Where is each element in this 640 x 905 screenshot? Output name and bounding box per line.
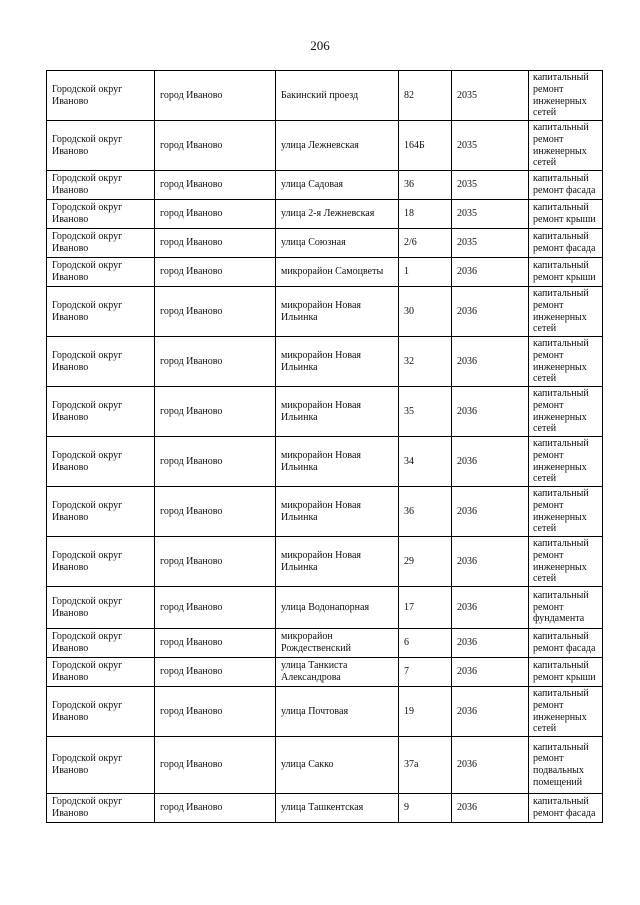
cell-house: 29 xyxy=(399,537,452,587)
cell-street: улица Союзная xyxy=(276,229,399,258)
table-row xyxy=(47,229,603,258)
cell-locality: город Иваново xyxy=(155,171,276,200)
cell-work-type: капитальный ремонт инженерных сетей xyxy=(529,387,603,437)
cell-street: улица 2-я Лежневская xyxy=(276,200,399,229)
table-row xyxy=(47,687,603,737)
cell-street: улица Почтовая xyxy=(276,687,399,737)
cell-work-type: капитальный ремонт фундамента xyxy=(529,587,603,629)
table-row xyxy=(47,537,603,587)
cell-work-type: капитальный ремонт инженерных сетей xyxy=(529,71,603,121)
cell-year: 2036 xyxy=(452,687,529,737)
table-row xyxy=(47,200,603,229)
cell-house: 36 xyxy=(399,171,452,200)
cell-locality: город Иваново xyxy=(155,200,276,229)
table-row xyxy=(47,794,603,823)
cell-locality: город Иваново xyxy=(155,287,276,337)
cell-work-type: капитальный ремонт подвальных помещений xyxy=(529,737,603,794)
cell-street: микрорайон Новая Ильинка xyxy=(276,387,399,437)
cell-street: улица Ташкентская xyxy=(276,794,399,823)
cell-house: 30 xyxy=(399,287,452,337)
cell-year: 2036 xyxy=(452,258,529,287)
cell-house: 6 xyxy=(399,629,452,658)
cell-street: Бакинский проезд xyxy=(276,71,399,121)
cell-house: 32 xyxy=(399,337,452,387)
cell-house: 37а xyxy=(399,737,452,794)
table-row xyxy=(47,387,603,437)
table-row xyxy=(47,587,603,629)
cell-house: 35 xyxy=(399,387,452,437)
cell-house: 164Б xyxy=(399,121,452,171)
cell-district: Городской округ Иваново xyxy=(47,687,155,737)
cell-work-type: капитальный ремонт инженерных сетей xyxy=(529,337,603,387)
cell-house: 19 xyxy=(399,687,452,737)
cell-house: 18 xyxy=(399,200,452,229)
cell-work-type: капитальный ремонт фасада xyxy=(529,229,603,258)
cell-locality: город Иваново xyxy=(155,121,276,171)
cell-district: Городской округ Иваново xyxy=(47,171,155,200)
cell-district: Городской округ Иваново xyxy=(47,200,155,229)
cell-year: 2036 xyxy=(452,537,529,587)
cell-district: Городской округ Иваново xyxy=(47,387,155,437)
cell-district: Городской округ Иваново xyxy=(47,629,155,658)
cell-year: 2036 xyxy=(452,794,529,823)
table-row xyxy=(47,258,603,287)
cell-street: улица Водонапорная xyxy=(276,587,399,629)
cell-district: Городской округ Иваново xyxy=(47,121,155,171)
cell-house: 36 xyxy=(399,487,452,537)
cell-locality: город Иваново xyxy=(155,337,276,387)
cell-district: Городской округ Иваново xyxy=(47,437,155,487)
table-row xyxy=(47,629,603,658)
cell-district: Городской округ Иваново xyxy=(47,794,155,823)
cell-district: Городской округ Иваново xyxy=(47,337,155,387)
cell-work-type: капитальный ремонт фасада xyxy=(529,794,603,823)
table-row xyxy=(47,171,603,200)
cell-work-type: капитальный ремонт инженерных сетей xyxy=(529,687,603,737)
cell-house: 7 xyxy=(399,658,452,687)
table-row xyxy=(47,658,603,687)
cell-year: 2036 xyxy=(452,629,529,658)
table-row xyxy=(47,337,603,387)
cell-year: 2036 xyxy=(452,587,529,629)
cell-work-type: капитальный ремонт инженерных сетей xyxy=(529,287,603,337)
cell-locality: город Иваново xyxy=(155,587,276,629)
cell-locality: город Иваново xyxy=(155,794,276,823)
cell-locality: город Иваново xyxy=(155,387,276,437)
cell-house: 34 xyxy=(399,437,452,487)
cell-street: микрорайон Рождественский xyxy=(276,629,399,658)
cell-year: 2035 xyxy=(452,71,529,121)
cell-street: улица Лежневская xyxy=(276,121,399,171)
cell-street: улица Танкиста Александрова xyxy=(276,658,399,687)
table-row xyxy=(47,487,603,537)
cell-locality: город Иваново xyxy=(155,258,276,287)
table-row xyxy=(47,121,603,171)
cell-district: Городской округ Иваново xyxy=(47,658,155,687)
cell-year: 2035 xyxy=(452,121,529,171)
cell-district: Городской округ Иваново xyxy=(47,487,155,537)
cell-work-type: капитальный ремонт крыши xyxy=(529,658,603,687)
table-row xyxy=(47,287,603,337)
cell-district: Городской округ Иваново xyxy=(47,737,155,794)
cell-work-type: капитальный ремонт инженерных сетей xyxy=(529,437,603,487)
cell-street: микрорайон Самоцветы xyxy=(276,258,399,287)
cell-locality: город Иваново xyxy=(155,658,276,687)
table-row xyxy=(47,737,603,794)
cell-work-type: капитальный ремонт инженерных сетей xyxy=(529,121,603,171)
cell-district: Городской округ Иваново xyxy=(47,537,155,587)
cell-year: 2036 xyxy=(452,387,529,437)
cell-work-type: капитальный ремонт крыши xyxy=(529,200,603,229)
cell-year: 2036 xyxy=(452,337,529,387)
cell-year: 2036 xyxy=(452,487,529,537)
cell-year: 2036 xyxy=(452,658,529,687)
cell-work-type: капитальный ремонт фасада xyxy=(529,629,603,658)
cell-locality: город Иваново xyxy=(155,229,276,258)
cell-year: 2035 xyxy=(452,229,529,258)
cell-district: Городской округ Иваново xyxy=(47,229,155,258)
cell-street: микрорайон Новая Ильинка xyxy=(276,487,399,537)
cell-district: Городской округ Иваново xyxy=(47,71,155,121)
repair-schedule-table xyxy=(46,70,603,823)
cell-district: Городской округ Иваново xyxy=(47,258,155,287)
cell-year: 2035 xyxy=(452,200,529,229)
cell-work-type: капитальный ремонт инженерных сетей xyxy=(529,487,603,537)
cell-locality: город Иваново xyxy=(155,437,276,487)
cell-house: 9 xyxy=(399,794,452,823)
cell-locality: город Иваново xyxy=(155,737,276,794)
cell-house: 1 xyxy=(399,258,452,287)
cell-street: улица Садовая xyxy=(276,171,399,200)
table-row xyxy=(47,71,603,121)
cell-street: микрорайон Новая Ильинка xyxy=(276,287,399,337)
cell-locality: город Иваново xyxy=(155,629,276,658)
cell-year: 2036 xyxy=(452,437,529,487)
cell-locality: город Иваново xyxy=(155,71,276,121)
cell-locality: город Иваново xyxy=(155,537,276,587)
cell-street: микрорайон Новая Ильинка xyxy=(276,537,399,587)
cell-district: Городской округ Иваново xyxy=(47,287,155,337)
cell-work-type: капитальный ремонт инженерных сетей xyxy=(529,537,603,587)
cell-locality: город Иваново xyxy=(155,687,276,737)
page-number: 206 xyxy=(310,38,330,53)
table-row xyxy=(47,437,603,487)
cell-district: Городской округ Иваново xyxy=(47,587,155,629)
cell-locality: город Иваново xyxy=(155,487,276,537)
cell-year: 2036 xyxy=(452,287,529,337)
cell-street: микрорайон Новая Ильинка xyxy=(276,337,399,387)
cell-work-type: капитальный ремонт фасада xyxy=(529,171,603,200)
cell-year: 2035 xyxy=(452,171,529,200)
cell-street: микрорайон Новая Ильинка xyxy=(276,437,399,487)
cell-house: 2/6 xyxy=(399,229,452,258)
cell-street: улица Сакко xyxy=(276,737,399,794)
cell-year: 2036 xyxy=(452,737,529,794)
cell-house: 82 xyxy=(399,71,452,121)
table-body xyxy=(47,71,603,823)
cell-house: 17 xyxy=(399,587,452,629)
cell-work-type: капитальный ремонт крыши xyxy=(529,258,603,287)
